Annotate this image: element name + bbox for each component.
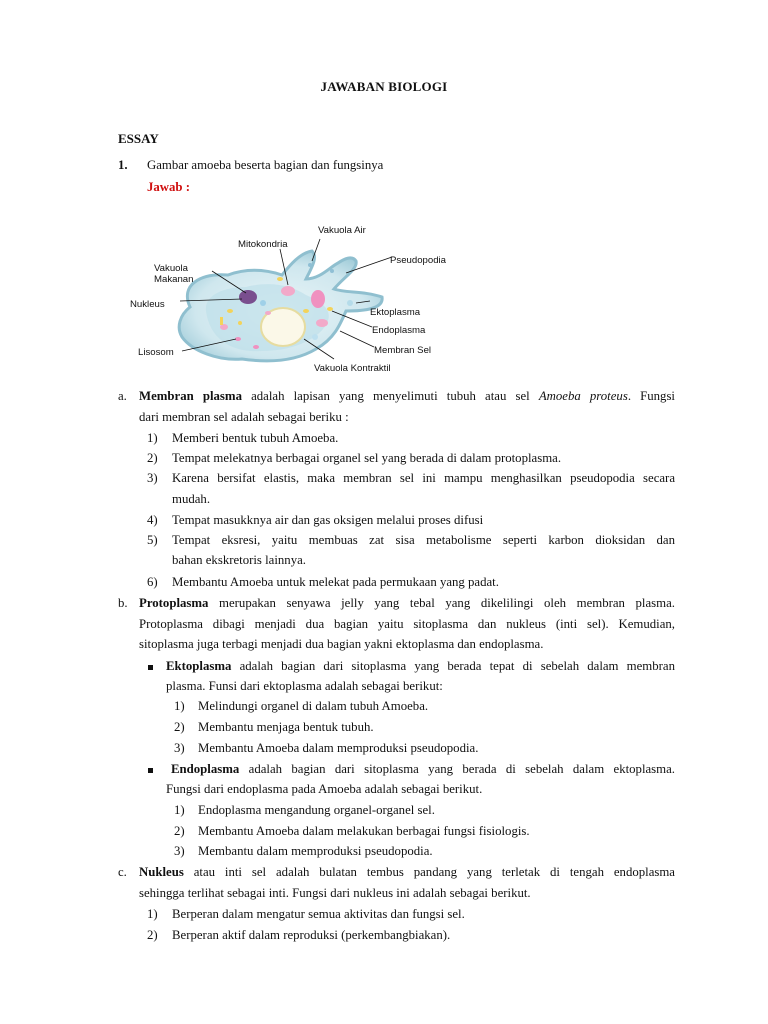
label-vakuola-kontraktil: Vakuola Kontraktil (314, 363, 391, 374)
amoeba-diagram (120, 215, 480, 377)
label-ektoplasma: Ektoplasma (370, 307, 421, 318)
ekto-line1: Ektoplasma adalah bagian dari sitoplasma yang berada tepat di sebelah dalam membran (166, 659, 675, 673)
item-c-line1: Nukleus atau inti sel adalah bulatan tembus pandang yang terletak di tengah endoplasma (139, 865, 675, 879)
term-protoplasma: Protoplasma (139, 596, 209, 610)
list-item: Membantu menjaga bentuk tubuh. (198, 720, 374, 734)
list-item: Melindungi organel di dalam tubuh Amoeba. (198, 699, 429, 713)
list-item: Membantu dalam memproduksi pseudopodia. (198, 844, 433, 858)
item-b-line3: sitoplasma juga terbagi menjadi dua bagian yakni ektoplasma dan endoplasma. (139, 637, 544, 651)
item-b-line1: Protoplasma merupakan senyawa jelly yang tebal yang dikelilingi oleh membran plasma. (139, 596, 675, 610)
list-number: 3) (174, 844, 185, 858)
list-item: Berperan aktif dalam reproduksi (perkembangbiakan). (172, 928, 451, 942)
label-lisosom: Lisosom (138, 347, 174, 358)
list-item: Endoplasma mengandung organel-organel sel. (198, 803, 435, 817)
list-number: 1) (147, 431, 158, 445)
vakuola-makanan (239, 290, 257, 304)
list-item: Karena bersifat elastis, maka membran sel ini mampu menghasilkan pseudopodia secara (172, 471, 675, 485)
section-heading: ESSAY (118, 131, 159, 146)
list-number: 3) (147, 471, 158, 485)
question-text: Gambar amoeba beserta bagian dan fungsinya (147, 158, 384, 172)
list-item: Membantu Amoeba dalam memproduksi pseudopodia. (198, 741, 479, 755)
list-number: 3) (174, 741, 185, 755)
bullet-square (148, 759, 153, 780)
list-number: 5) (147, 533, 158, 547)
list-number: 2) (174, 720, 185, 734)
question-number: 1. (118, 158, 128, 172)
list-item-continued: bahan ekskretoris lainnya. (172, 553, 306, 567)
list-item: Membantu Amoeba untuk melekat pada permukaan yang padat. (172, 575, 499, 589)
list-item-continued: mudah. (172, 492, 211, 506)
list-item: Tempat melekatnya berbagai organel sel yang berada di dalam protoplasma. (172, 451, 562, 465)
term-membran-plasma: Membran plasma (139, 389, 242, 403)
list-item: Memberi bentuk tubuh Amoeba. (172, 431, 339, 445)
list-number: 1) (174, 699, 185, 713)
list-number: 2) (147, 928, 158, 942)
label-pseudopodia: Pseudopodia (390, 255, 447, 266)
document-title: JAWABAN BIOLOGI (320, 79, 448, 94)
endo-line1: Endoplasma adalah bagian dari sitoplasma yang berada di sebelah dalam ektoplasma. (171, 762, 675, 776)
species-name: Amoeba proteus (538, 389, 628, 403)
label-nukleus: Nukleus (130, 299, 165, 310)
list-number: 2) (174, 824, 185, 838)
label-mitokondria: Mitokondria (238, 239, 288, 250)
endo-line2: Fungsi dari endoplasma pada Amoeba adalah sebagai berikut. (166, 782, 483, 796)
item-b-line2: Protoplasma dibagi menjadi dua bagian yaitu sitoplasma dan nukleus (inti sel). Kemudian, (139, 617, 675, 631)
term-endoplasma: Endoplasma (171, 762, 240, 776)
mitokondria (281, 286, 295, 296)
label-vakuola-air: Vakuola Air (318, 225, 366, 236)
question-1 (118, 155, 128, 176)
term-nukleus: Nukleus (139, 865, 184, 879)
list-item: Tempat masukknya air dan gas oksigen melalui proses difusi (172, 513, 484, 527)
list-number: 2) (147, 451, 158, 465)
item-a-marker: a. (118, 389, 127, 403)
label-membran-sel: Membran Sel (374, 345, 432, 356)
label-endoplasma: Endoplasma (372, 325, 426, 336)
list-item: Membantu Amoeba dalam melakukan berbagai fungsi fisiologis. (198, 824, 530, 838)
label-vakuola: Vakuola (154, 263, 188, 274)
list-number: 1) (174, 803, 185, 817)
term-ektoplasma: Ektoplasma (166, 659, 232, 673)
item-a-line1: Membran plasma adalah lapisan yang menyelimuti tubuh atau sel Amoeba proteus. Fungsi (139, 389, 675, 403)
list-number: 1) (147, 907, 158, 921)
list-item: Berperan dalam mengatur semua aktivitas dan fungsi sel. (172, 907, 465, 921)
list-number: 4) (147, 513, 158, 527)
ekto-line2: plasma. Funsi dari ektoplasma adalah sebagai berikut: (166, 679, 443, 693)
bullet-square (148, 656, 153, 677)
label-makanan: Makanan (154, 274, 194, 285)
list-item: Tempat eksresi, yaitu membuas zat sisa metabolisme seperti karbon dioksidan dan (172, 533, 675, 547)
item-c-marker: c. (118, 865, 127, 879)
list-number: 6) (147, 575, 158, 589)
item-a-line2: dari membran sel adalah sebagai beriku : (139, 410, 349, 424)
item-c-line2: sehingga terlihat sebagai inti. Fungsi dari nukleus ini adalah sebagai berikut. (139, 886, 531, 900)
jawab-label: Jawab : (147, 180, 191, 194)
item-b-marker: b. (118, 596, 128, 610)
